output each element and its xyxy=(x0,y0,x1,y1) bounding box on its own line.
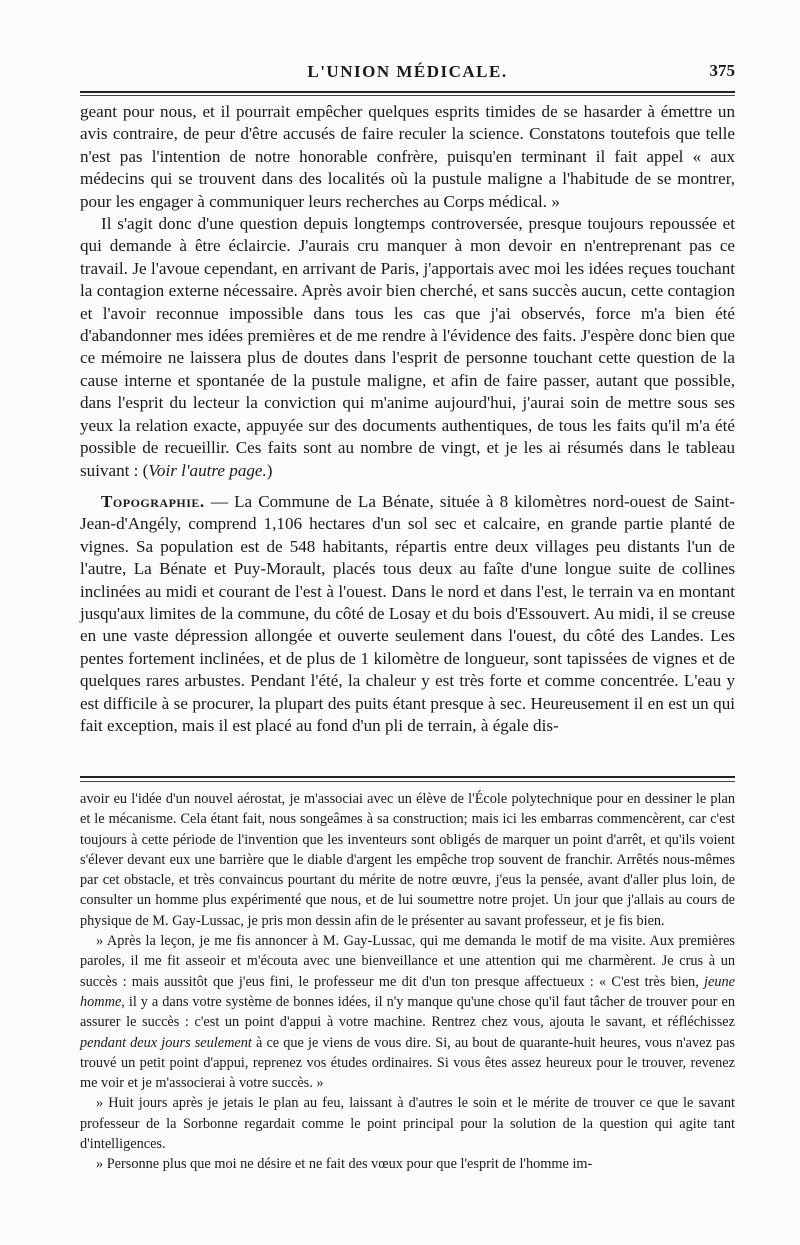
header-rule xyxy=(80,91,735,93)
section-label: Topographie. xyxy=(101,491,205,511)
closing-paren: ) xyxy=(266,460,273,480)
page-number: 375 xyxy=(709,61,735,80)
paragraph-text: à ce que je viens de vous dire. Si, au bout de quarante-huit heures, vous n'avez pas trouvé un petit point d'appui, reprenez vos études ordinaires. Si vous êtes assez heureux pour le trouver, revenez me voir et je m'associerai à votre succès. » xyxy=(80,1034,735,1092)
feuilleton-section xyxy=(80,789,735,1175)
paragraph-question xyxy=(80,213,735,482)
table-reference: Voir l'autre page. xyxy=(148,460,267,480)
paragraph-continuation: geant pour nous, et il pourrait empêcher quelques esprits timides de se hasarder à émettre un avis contraire, de peur d'être accusés de faire reculer la science. Constatons toutefois que telle n'est pas l'intention de notre honorable confrère, puisqu'en terminant il fait appel « aux médecins qui se trouvent dans des localités où la pustule maligne a l'habitude de se montrer, pour les engager à communiquer leurs recherches au Corps médical. » xyxy=(80,102,735,211)
feuilleton-paragraph: avoir eu l'idée d'un nouvel aérostat, je m'associai avec un élève de l'École polytechnique pour en dessiner le plan et le mécanisme. Cela étant fait, nous songeâmes à sa construction; mais ici les embarras commencèrent, car c'est toujours à cette période de l'invention que les inventeurs sont obligés de marquer un point d'arrêt, et qu'ils voient s'élever devant eux une barrière que le diable d'argent les empêche trop souvent de franchir. Arrêtés nous-mêmes par cet obstacle, et très convaincus pourtant du mérite de notre œuvre, j'eus la pensée, avant d'aller plus loin, de consulter un homme plus expérimenté que nous, et de lui soumettre notre projet. Un jour que j'allais au cours de physique de M. Gay-Lussac, je pris mon dessin afin de le présenter au savant professeur, et je fis bien. xyxy=(80,791,735,929)
running-head xyxy=(80,58,735,88)
paragraph-text: Il s'agit donc d'une question depuis longtemps controversée, presque toujours repoussée et qui demande à être éclaircie. J'aurais cru manquer à mon devoir en n'entreprenant pas ce travail. Je l'avoue cependant, en arrivant de Paris, j'apportais avec moi les idées reçues touchant la contagion externe nécessaire. Après avoir bien cherché, et sans succès aucun, cette contagion et l'avoir reconnue impossible dans tous les cas que j'ai observés, force m'a bien été d'abandonner mes idées premières et de me rendre à l'évidence des faits. J'espère donc bien que ce mémoire ne laissera plus de doutes dans l'esprit de personne touchant cette question de la cause interne et spontanée de la pustule maligne, et afin de faire passer, autant que possible, dans l'esprit du lecteur la conviction qui m'anime aujourd'hui, j'aurai soin de mettre sous ses yeux la relation exacte, appuyée sur des documents authentiques, de tous les faits qu'il m'a été possible de recueillir. Ces faits sont au nombre de vingt, et je les ai résumés dans le tableau suivant : ( xyxy=(80,214,735,480)
feuilleton-paragraph: » Huit jours après je jetais le plan au feu, laissant à d'autres le soin et le mérite de trouver ce que le savant professeur de la Sorbonne regardait comme le point principal pour la solution de la question qui agite tant d'intelligences. xyxy=(80,1095,735,1153)
journal-title: L'UNION MÉDICALE. xyxy=(307,62,508,81)
paragraph-text: » Après la leçon, je me fis annoncer à M. Gay-Lussac, qui me demanda le motif de ma visite. Aux premières paroles, il me fit asseoir et m'écouta avec une bienveillance et une attention qui me charmèrent. Je crus à un succès : mais aussitôt que j'eus fini, le professeur me dit d'un ton presque affectueux : « C'est très bien, xyxy=(80,933,735,990)
feuilleton-paragraph xyxy=(80,931,735,1093)
main-article xyxy=(80,101,735,737)
feuilleton-rule-thin xyxy=(80,781,735,782)
italic-text: jeune homme xyxy=(80,973,735,1010)
header-rule-thin xyxy=(80,95,735,96)
feuilleton-paragraph: » Personne plus que moi ne désire et ne fait des vœux pour que l'esprit de l'homme im- xyxy=(96,1156,593,1173)
paragraph-topographie xyxy=(80,491,735,737)
feuilleton-rule xyxy=(80,776,735,778)
paragraph-text: , il y a dans votre système de bonnes idées, il n'y manque qu'une chose qu'il faut tâcher de trouver pour en assurer le succès : c'est un point d'appui à votre machine. Rentrez chez vous, ajouta le savant, et réfléchissez xyxy=(80,993,735,1031)
paragraph-text: — La Commune de La Bénate, située à 8 kilomètres nord-ouest de Saint-Jean-d'Angély, comprend 1,106 hectares d'un sol sec et calcaire, en grande partie planté de vignes. Sa population est de 548 habitants, répartis entre deux villages peu distants l'un de l'autre, La Bénate et Puy-Morault, placés tous deux au faîte d'une longue suite de collines inclinées au midi et courant de l'est à l'ouest. Dans le nord et dans l'est, le terrain va en montant jusqu'aux limites de la commune, du côté de Losay et du bois d'Essouvert. Au midi, il se creuse en une vaste dépression allongée et ouverte seulement dans l'ouest, du côté des Landes. Les pentes fortement inclinées, et de plus de 1 kilomètre de longueur, sont tapissées de vignes et de quelques rares arbustes. Pendant l'été, la chaleur y est très forte et comme concentrée. L'eau y est difficile à se procurer, la plupart des puits étant presque à sec. Heureusement il en est un qui fait exception, mais il est placé au fond d'un pli de terrain, à égale dis- xyxy=(80,491,735,735)
italic-text: pendant deux jours seulement xyxy=(80,1034,252,1051)
